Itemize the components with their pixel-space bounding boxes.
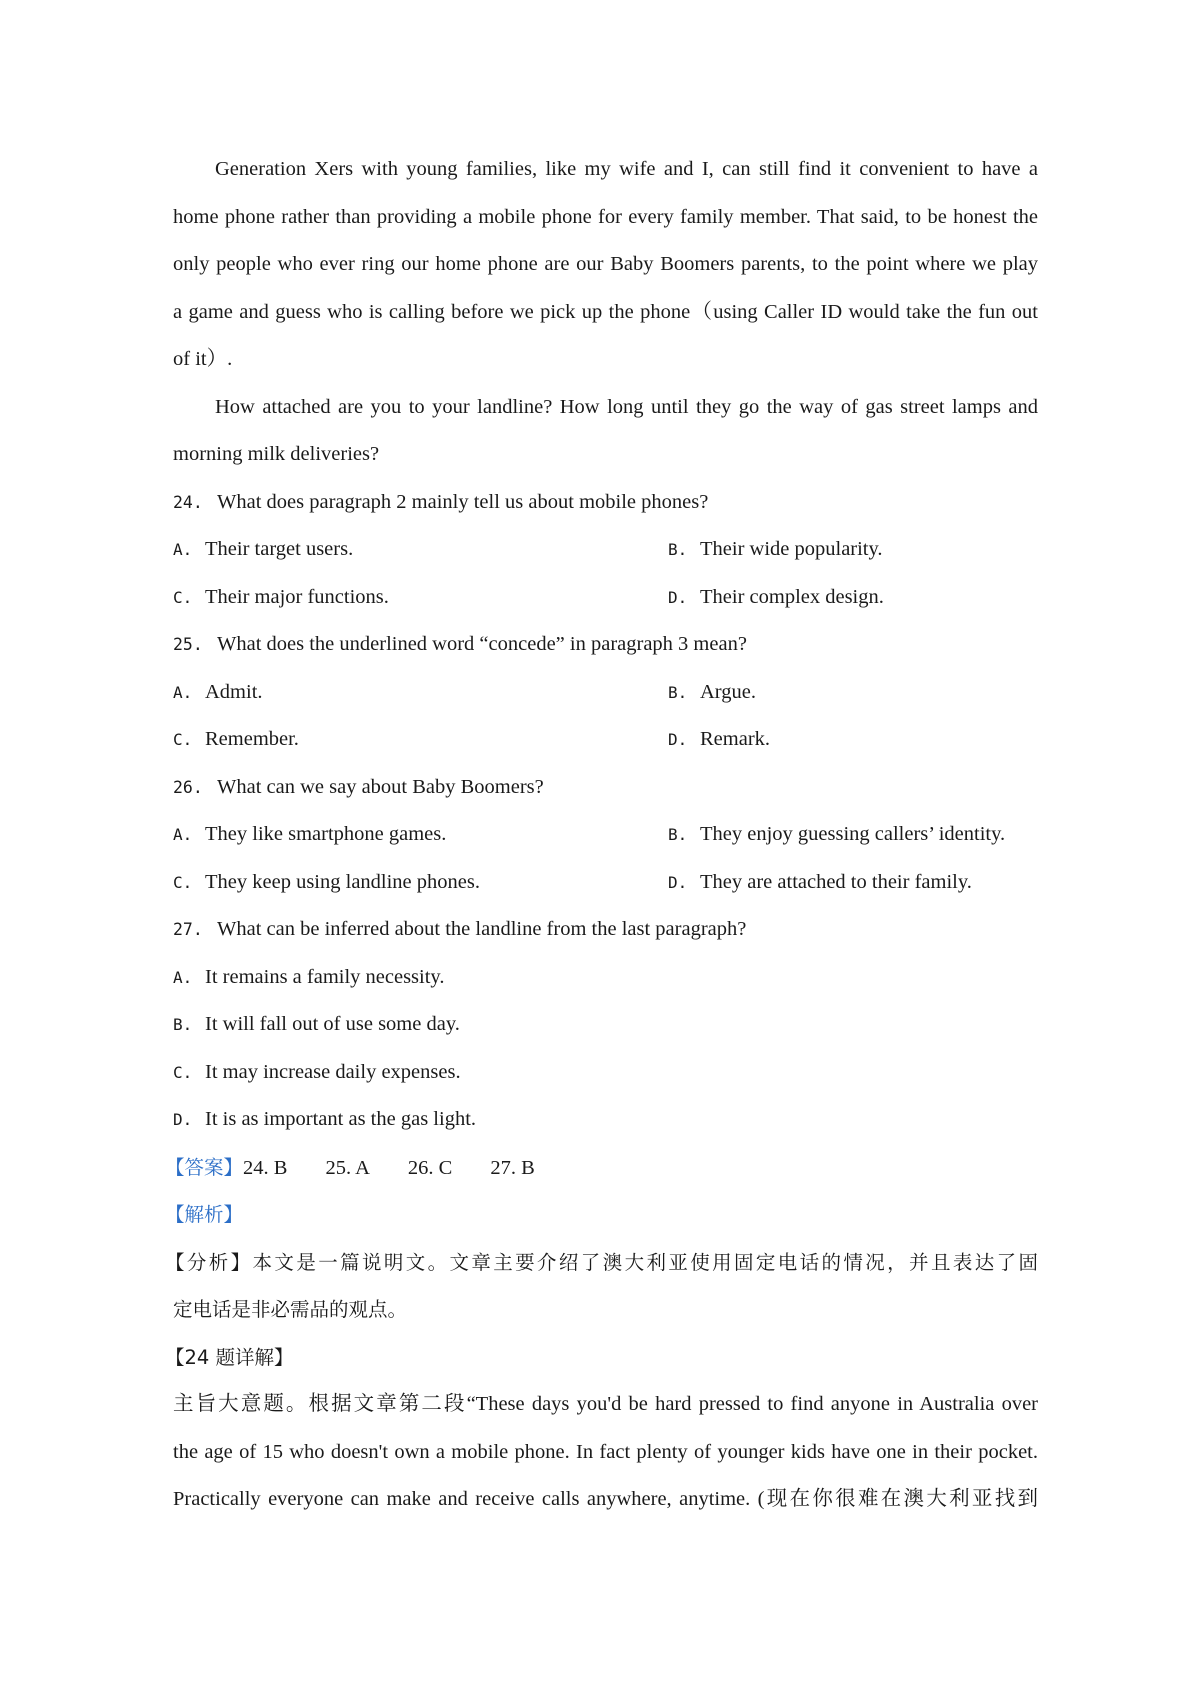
option-letter: B. <box>173 1015 193 1034</box>
option-letter: B. <box>668 682 688 702</box>
summary-text: 定电话是非必需品的观点。 <box>173 1298 408 1321</box>
detail-text: the age of 15 who doesn't own a mobile phone. In fact plenty of younger kids have one in their pocket. <box>173 1440 1038 1463</box>
analysis-summary-line <box>165 1239 1038 1287</box>
text-line: How attached are you to your landline? How long until they go the way of gas street lamps and <box>215 395 1038 418</box>
option-letter: A. <box>173 825 193 844</box>
question-25 <box>173 621 1038 764</box>
detail-line <box>173 1476 1038 1524</box>
analysis-label: 【解析】 <box>165 1203 244 1226</box>
option-letter: D. <box>668 587 688 607</box>
option-text: Their target users. <box>205 538 354 560</box>
summary-text: 本文是一篇说明文。文章主要介绍了澳大利亚使用固定电话的情况，并且表达了固 <box>252 1250 1038 1274</box>
option-letter: A. <box>173 967 193 987</box>
option-letter: D. <box>173 1110 193 1129</box>
answer-line <box>165 1144 1038 1192</box>
question-26 <box>173 764 1038 907</box>
option-c <box>173 716 668 764</box>
question-number: 25. <box>173 635 203 654</box>
option-row <box>173 811 1038 859</box>
detail-text: 主旨大意题。根据文章第二段“These days you'd be hard pressed to find anyone in Australia over <box>173 1393 1038 1415</box>
detail-heading <box>165 1334 1038 1382</box>
answer-item: 26. C <box>407 1156 453 1179</box>
answer-item: 27. B <box>490 1156 535 1179</box>
option-b <box>173 1001 1038 1049</box>
option-text: Their major functions. <box>205 585 389 608</box>
answer-item: 24. B <box>243 1156 288 1179</box>
option-letter: D. <box>668 730 688 749</box>
option-a <box>173 954 1038 1002</box>
passage-paragraph-1 <box>173 146 1038 384</box>
option-text: It may increase daily expenses. <box>205 1060 461 1083</box>
question-24 <box>173 479 1038 622</box>
answer-item: 25. A <box>325 1156 370 1179</box>
question-27 <box>173 906 1038 1144</box>
option-text: It is as important as the gas light. <box>205 1108 477 1130</box>
analysis-summary-line <box>173 1286 1038 1334</box>
document-page <box>165 146 1038 1524</box>
summary-label: 【分析】 <box>165 1250 253 1274</box>
option-text: They like smartphone games. <box>205 823 447 845</box>
detail-text: Practically everyone can make and receive calls anywhere, anytime. (现在你很难在澳大利亚找到 <box>173 1488 1038 1510</box>
option-text: They are attached to their family. <box>700 870 972 893</box>
option-d <box>173 1096 1038 1144</box>
question-stem <box>173 906 1038 954</box>
option-row <box>173 669 1038 717</box>
option-d <box>668 716 1038 764</box>
option-letter: B. <box>668 540 688 559</box>
answer-label: 【答案】 <box>165 1155 244 1179</box>
question-text: What can be inferred about the landline from the last paragraph? <box>217 918 747 940</box>
option-b <box>668 669 1038 717</box>
option-text: Their complex design. <box>700 585 884 608</box>
question-text: What can we say about Baby Boomers? <box>217 775 544 798</box>
text-line: of it）. <box>173 348 233 370</box>
text-line: only people who ever ring our home phone are our Baby Boomers parents, to the point where we play <box>173 253 1038 275</box>
option-row <box>173 574 1038 622</box>
option-text: Remark. <box>700 728 771 750</box>
passage-paragraph-2 <box>173 384 1038 479</box>
option-letter: C. <box>173 730 193 749</box>
option-a <box>173 811 668 859</box>
detail-line <box>173 1381 1038 1429</box>
option-text: Their wide popularity. <box>700 538 883 560</box>
option-letter: D. <box>668 872 688 892</box>
option-text: They enjoy guessing callers’ identity. <box>700 823 1006 845</box>
option-letter: C. <box>173 1062 193 1082</box>
option-d <box>668 574 1038 622</box>
analysis-heading <box>165 1191 1038 1239</box>
text-line: a game and guess who is calling before we pick up the phone（using Caller ID would take the fun out <box>173 300 1038 323</box>
option-text: They keep using landline phones. <box>205 870 480 893</box>
option-a <box>173 526 668 574</box>
option-d <box>668 859 1038 907</box>
option-row <box>173 716 1038 764</box>
text-line: home phone rather than providing a mobile phone for every family member. That said, to be honest the <box>173 205 1038 228</box>
option-letter: C. <box>173 587 193 607</box>
question-text: What does the underlined word “concede” in paragraph 3 mean? <box>217 633 747 655</box>
question-number: 26. <box>173 777 203 797</box>
question-stem <box>173 479 1038 527</box>
option-row <box>173 859 1038 907</box>
option-letter: A. <box>173 682 193 702</box>
question-stem <box>173 764 1038 812</box>
option-text: Remember. <box>205 728 299 750</box>
option-text: Admit. <box>205 680 263 703</box>
option-c <box>173 574 668 622</box>
option-c <box>173 1049 1038 1097</box>
detail-line <box>173 1429 1038 1477</box>
option-text: It remains a family necessity. <box>205 965 445 988</box>
text-line: Generation Xers with young families, like my wife and I, can still find it convenient to have a <box>215 158 1038 180</box>
text-line: morning milk deliveries? <box>173 443 380 465</box>
option-c <box>173 859 668 907</box>
option-letter: A. <box>173 540 193 559</box>
option-text: It will fall out of use some day. <box>205 1013 460 1035</box>
option-b <box>668 526 1038 574</box>
option-a <box>173 669 668 717</box>
option-text: Argue. <box>700 680 756 703</box>
option-letter: B. <box>668 825 688 844</box>
option-letter: C. <box>173 872 193 892</box>
question-number: 27. <box>173 920 203 939</box>
question-number: 24. <box>173 492 203 512</box>
option-row <box>173 526 1038 574</box>
question-text: What does paragraph 2 mainly tell us about mobile phones? <box>217 490 709 513</box>
detail-label: 【24 题详解】 <box>165 1345 294 1369</box>
question-stem <box>173 621 1038 669</box>
option-b <box>668 811 1038 859</box>
